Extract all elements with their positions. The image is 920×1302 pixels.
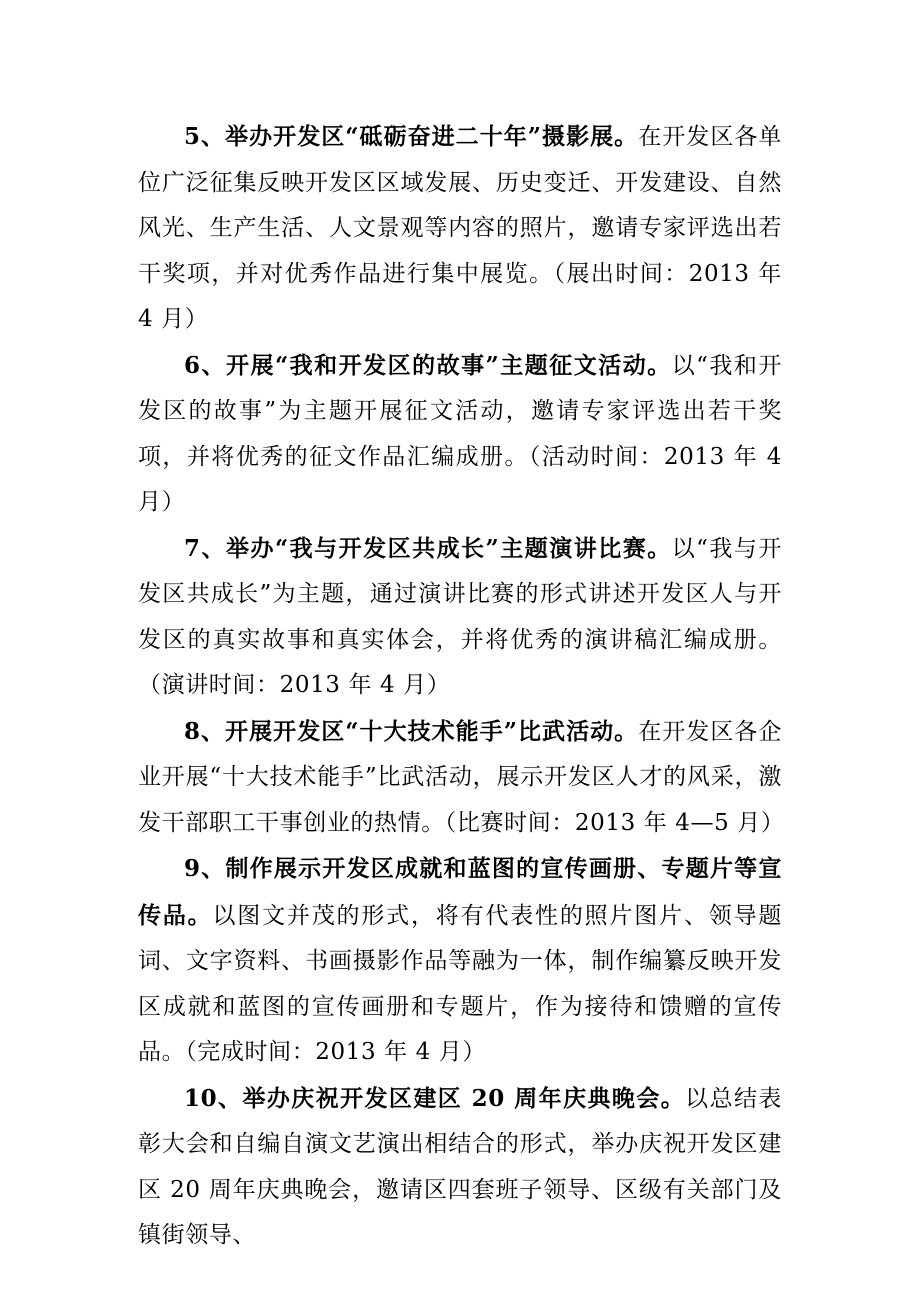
item-9-body: 以图文并茂的形式，将有代表性的照片图片、领导题词、文字资料、书画摄影作品等融为一体，制作编纂反映开发区成就和蓝图的宣传画册和专题片，作为接待和馈赠的宣传品。（完成时间：2013 年 4 月） <box>138 902 782 1065</box>
document-page <box>138 114 785 1259</box>
item-6-body: 以“我和开发区的故事”为主题开展征文活动，邀请专家评选出若干奖项，并将优秀的征文作品汇编成册。（活动时间：2013 年 4 月） <box>138 352 782 515</box>
item-8-body: 在开发区各企业开展“十大技术能手”比武活动，展示开发区人才的风采，激发干部职工干事创业的热情。（比赛时间：2013 年 4—5 月） <box>138 718 785 836</box>
item-5-heading: 5、举办开发区“砥砺奋进二十年”摄影展。 <box>184 123 639 150</box>
paragraph-item-8 <box>138 709 785 847</box>
item-8-heading: 8、开展开发区“十大技术能手”比武活动。 <box>184 717 639 745</box>
paragraph-item-6 <box>138 343 782 526</box>
item-10-body: 以总结表彰大会和自编自演文艺演出相结合的形式，举办庆祝开发区建区 20 周年庆典晚会，邀请区四套班子领导、区级有关部门及镇街领导、 <box>138 1085 783 1248</box>
paragraph-item-7 <box>138 526 782 709</box>
paragraph-item-10 <box>138 1076 782 1259</box>
paragraph-item-9 <box>138 846 782 1076</box>
item-7-body: 以“我与开发区共成长”为主题，通过演讲比赛的形式讲述开发区人与开发区的真实故事和真实体会，并将优秀的演讲稿汇编成册。（演讲时间：2013 年 4 月） <box>138 535 782 698</box>
item-6-heading: 6、开展“我和开发区的故事”主题征文活动。 <box>184 351 672 379</box>
item-7-heading: 7、举办“我与开发区共成长”主题演讲比赛。 <box>184 534 672 562</box>
item-9-heading: 9、制作展示开发区成就和蓝图的宣传画册、专题片等宣传品。 <box>138 855 782 929</box>
item-10-heading: 10、举办庆祝开发区建区 20 周年庆典晚会。 <box>184 1084 686 1112</box>
item-5-body: 在开发区各单位广泛征集反映开发区区域发展、历史变迁、开发建设、自然风光、生产生活、人文景观等内容的照片，邀请专家评选出若干奖项，并对优秀作品进行集中展览。（展出时间：2013 年 4 月） <box>138 124 782 332</box>
paragraph-item-5 <box>138 114 782 343</box>
